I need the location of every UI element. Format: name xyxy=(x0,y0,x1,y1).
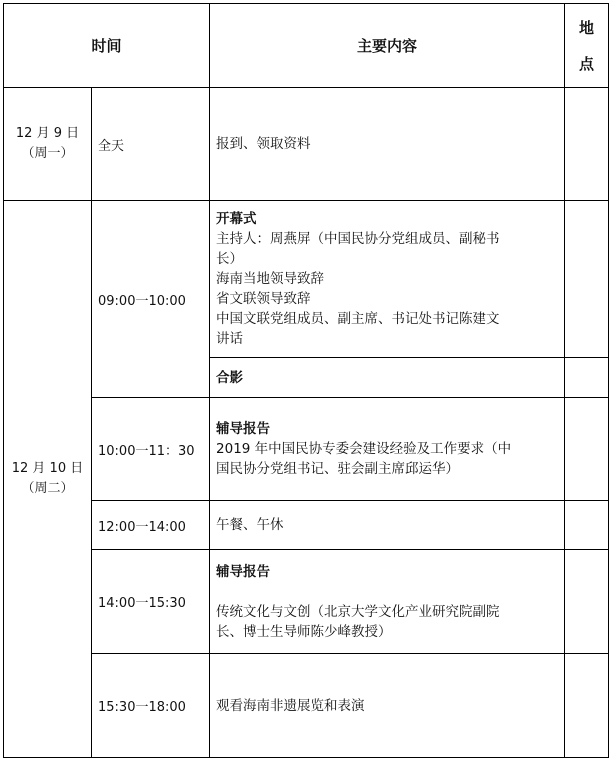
session-title: 辅导报告 xyxy=(216,421,271,437)
content-cell xyxy=(210,398,565,501)
time-cell: 15:30一18:00 xyxy=(92,654,210,758)
table-row xyxy=(4,88,609,201)
date-cell-day2 xyxy=(4,201,92,758)
header-location-char-1: 地 xyxy=(579,18,595,37)
content-cell: 观看海南非遗展览和表演 xyxy=(210,654,565,758)
location-cell xyxy=(565,398,609,501)
table-row xyxy=(4,398,609,501)
time-cell: 10:00一11：30 xyxy=(92,398,210,501)
header-row xyxy=(4,4,609,88)
date-cell-day1 xyxy=(4,88,92,201)
session-title: 辅导报告 xyxy=(216,563,271,580)
content-line: 讲话 xyxy=(216,331,244,347)
content-cell xyxy=(210,550,565,654)
schedule-table xyxy=(3,3,609,758)
header-content: 主要内容 xyxy=(210,4,565,88)
table-row xyxy=(4,201,609,358)
location-cell xyxy=(565,88,609,201)
location-cell xyxy=(565,358,609,398)
location-cell xyxy=(565,201,609,358)
header-time: 时间 xyxy=(4,4,210,88)
time-cell: 全天 xyxy=(92,88,210,201)
session-title: 开幕式 xyxy=(216,211,257,227)
content-line: 长、博士生导师陈少峰教授） xyxy=(216,623,392,640)
content-cell xyxy=(210,201,565,358)
content-line: 主持人：周燕屏（中国民协分党组成员、副秘书 xyxy=(216,231,500,247)
weekday-text: （周一） xyxy=(21,146,74,161)
content-line: 2019 年中国民协专委会建设经验及工作要求（中 xyxy=(216,441,512,457)
content-line: 国民协分党组书记、驻会副主席邱运华） xyxy=(216,461,460,477)
table-row xyxy=(4,550,609,654)
content-spacer xyxy=(216,582,558,602)
content-line: 长） xyxy=(216,251,244,267)
time-cell: 09:00一10:00 xyxy=(92,201,210,398)
content-line: 中国文联党组成员、副主席、书记处书记陈建文 xyxy=(216,311,500,327)
content-cell: 报到、领取资料 xyxy=(210,88,565,201)
date-text: 12 月 10 日 xyxy=(11,461,84,476)
table-row xyxy=(4,501,609,550)
location-cell xyxy=(565,501,609,550)
header-location xyxy=(565,4,609,88)
location-cell xyxy=(565,654,609,758)
table-row xyxy=(4,654,609,758)
time-cell: 14:00一15:30 xyxy=(92,550,210,654)
date-text: 12 月 9 日 xyxy=(15,126,80,141)
location-cell xyxy=(565,550,609,654)
content-cell: 午餐、午休 xyxy=(210,501,565,550)
time-cell: 12:00一14:00 xyxy=(92,501,210,550)
content-line: 传统文化与文创（北京大学文化产业研究院副院 xyxy=(216,603,500,620)
content-line: 海南当地领导致辞 xyxy=(216,271,325,287)
header-location-char-2: 点 xyxy=(579,54,595,73)
content-cell: 合影 xyxy=(210,358,565,398)
content-line: 省文联领导致辞 xyxy=(216,291,311,307)
weekday-text: （周二） xyxy=(21,481,74,496)
